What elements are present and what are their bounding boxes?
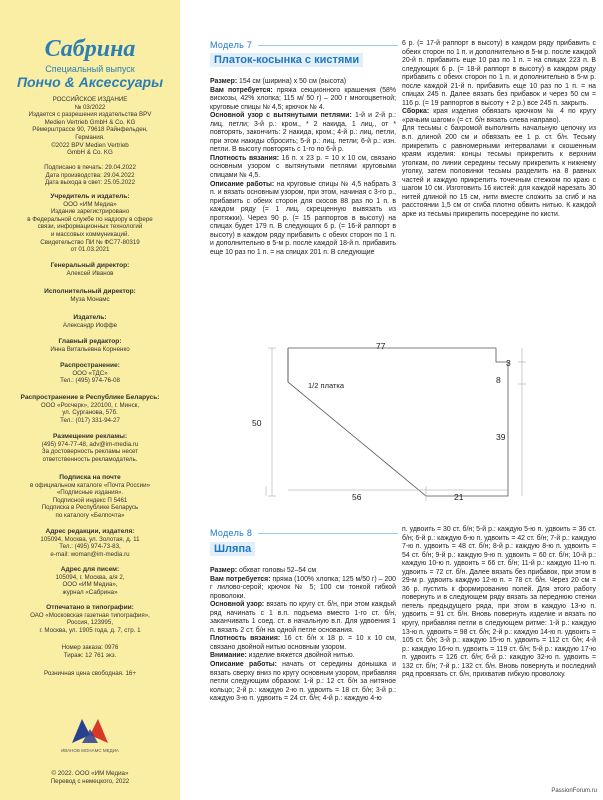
m8-size: Размер: обхват головы 52–54 см xyxy=(210,567,317,574)
model8-rule xyxy=(258,533,398,534)
distribution-block: Распространение: ООО «ТДС» Тел.: (495) 974-76-08 xyxy=(60,362,120,385)
printing-block: Отпечатано в типографии: ОАО «Московская газетная типография», Россия, 123995, г. Москва, ул. 1905 года, д. 7, стр. 1 xyxy=(30,604,150,634)
m8-pattern: Основной узор: вязать по кругу ст. б/н, при этом каждый ряд начинать с 1 в.п. подъема вместо 1-го ст. б/н, заканчивать 1 соед. ст. в начальную в.п. Для удвоения 1 п. вязать 2 ст. б/н на одной петле основания. xyxy=(210,601,396,634)
model8-title: Шляпа xyxy=(210,542,255,556)
logo-text: ИВАНОВ МОНАМС МЕДИА xyxy=(61,748,119,753)
m7-assembly: Сборка: края изделия обвязать крючком № 4 по кругу «рачьим шагом» (= ст. б/н вязать слева направо). xyxy=(402,108,596,124)
diagram-label-right-lower: 39 xyxy=(496,432,506,442)
shawl-diagram xyxy=(206,346,598,506)
model7-rule xyxy=(258,45,398,46)
m7-fringe: Для тесьмы с бахромой выполнить начальную цепочку из в.п. длиной 200 см и обвязать ее 1 р. ст. б/н. Тесьму прикрепить с равномерными интервалами к скошенным краям изделия: концы тесьмы прикрепить к верхним уголкам, по линии середины тесьму прикрепить к нижнему уголку, затем половинки тесьмы разделить на 8 равных частей и каждую прикрепить точечным стежком по краю с шагом 10 см. Изготовить 16 кистей: для каждой нарезать 30 нитей длиной по 15 см, нити вместе сложить за сгиб и на расстоянии 1,5 см от сгиба плотно обвить нитью. К каждой арке из тесьмы прикрепить посередине по кисти. xyxy=(402,125,596,218)
model7-right-column xyxy=(402,40,596,219)
m8-note: Внимание: изделие вяжется двойной нитью. xyxy=(210,652,355,660)
subscription-block: Подписка на почте в официальном каталоге «Почта России» «Подписные издания». Подписной индекс П 5461 Подписка в Республике Беларусь по каталогу «Белпочта» xyxy=(29,474,151,519)
editor-block: Главный редактор: Инна Витальевна Корненко xyxy=(50,338,130,353)
m8-gauge: Плотность вязания: 16 ст. б/н х 18 р. = 10 х 10 см, связано двойной нитью основным узором. xyxy=(210,635,396,651)
model7-label: Модель 7 xyxy=(210,40,253,50)
m8-materials: Вам потребуется: пряжа (100% хлопка; 125 м/50 г) – 200 г лилово-серой; крючок № 5; 100 см тонкой гибкой проволоки. xyxy=(210,575,396,600)
publisher-logo-icon xyxy=(68,715,112,745)
diagram-label-top: 77 xyxy=(376,341,386,351)
m7-size: Размер: 154 см (ширина) х 50 см (высота) xyxy=(210,78,347,85)
diagram-label-right-top: 3 xyxy=(506,358,511,368)
m8-instructions-cont: п. удвоить = 30 ст. б/н; 5-й р.: каждую 5-ю п. удвоить = 36 ст. б/н; 6-й р.: каждую 6-ю п. удвоить = 42 ст. б/н; 7-й р.: каждую 7-ю п. удвоить = 48 ст. б/н; 8-й р.: каждую 8-ю п. удвоить = 54 ст. б/н; 9-й р.: каждую 9-ю п. удвоить = 60 ст. б/н; 10-й р.: каждую 10-ю п. удвоить = 66 ст. б/н; 11-й р.: каждую 11-ю п. удвоить = 72 ст. б/н. Далее вязать без прибавок, при этом в 29-м р. удвоить каждую 12-ю п. = 78 ст. б/н. Через 20 см = 36 р. пустить к формированию полей. Для этого работу повернуть и в следующем ряду вязать за переднюю стенки петель предыдущего ряда, при этом в каждую 13-ю п. удвоить = 91 ст. б/н. Вновь повернуть изделие и вязать по кругу, прибавляя петли в следующем ритме: 1-й р.: каждую 13-ю п. удвоить = 98 ст. б/н; 2-й р.: каждую 14-ю п. удвоить = 105 ст. б/н; 3-й р.: каждую 15-ю п. удвоить = 112 ст. б/н; 4-й р.: каждую 16-ю п. удвоить = 119 ст. б/н; 5-й р.: каждую 17-ю п. удвоить = 126 ст. б/н; 6-й р.: каждую 32-ю п. удвоить = 132 ст. б/н; 7-й р.: 132 ст. б/н. Вновь повернуть и последний ряд провязать ст. б/н, прихватив гибкую проволоку. xyxy=(402,526,596,679)
copyright: © 2022. ООО «ИМ Медиа» Перевод с немецкого, 2022 xyxy=(50,770,130,785)
watermark: PassionForum.ru xyxy=(551,788,597,794)
model7-left-column xyxy=(210,78,396,257)
dates-block: Подписано в печать: 29.04.2022 Дата производства: 29.04.2022 Дата выхода в свет: 25.05.2022 xyxy=(44,164,136,187)
edition-block: РОССИЙСКОЕ ИЗДАНИЕ № 03/2022 Издается с разрешения издательства BPV Medien Vertrieb GmbH & Co. KG Рёмерштрассе 90, 79618 Райнфельден, Германия. ©2022 BPV Medien Vertrieb GmbH & Co. KG xyxy=(28,96,152,157)
model7-title: Платок-косынка с кистями xyxy=(210,53,363,67)
imprint-sidebar xyxy=(0,0,180,800)
magazine-subtitle: Специальный выпуск xyxy=(45,64,135,74)
m8-instructions: Описание работы: начать от середины донышка и вязать сверху вниз по кругу основным узором, прибавляя петли следующим образом: 1-й р.: 12 ст. б/н за нитяное кольцо; 2-й р.: каждую 2-ю п. удвоить = 18 ст. б/н; 3-й р.: каждую 3-ю п. удвоить = 24 ст. б/н; 4-й р.: каждую 4-ю xyxy=(210,661,396,703)
model8-label: Модель 8 xyxy=(210,528,253,538)
belarus-block: Распространение в Республике Беларусь: ООО «Росчерк», 220100, г. Минск, ул. Сурганова, 57б. Тел.: (017) 331-94-27 xyxy=(20,394,160,424)
m7-instructions-cont: 6 р. (= 17-й раппорт в высоту) в каждом ряду прибавить с обеих сторон по 1 п. и дополнительно в 5-м р. после каждой 20-й п. прибавить еще 10 раз по 1 п. = на спицах 223 п. В следующих 6 р. (= 18-й раппорт в высоту) в каждом ряду прибавить с обеих сторон по 1 п. и дополнительно в 5-м р. после каждой 21-й п. прибавить еще 10 раз по 1 п. = на спицах 245 п. Далее вязать без прибавок и через 50 см = 116 р. (= 19 раппортов в высоту + 2 р.) все 245 п. закрыть. xyxy=(402,40,596,107)
m7-instructions: Описание работы: на круговые спицы № 4,5 набрать 3 п. и вязать основным узором, при этом, начиная с 3-го р., прибавить с обеих сторон для скосов 88 раз по 1 п. в каждом ряду (= 1 лиц. скрещенную вывязать из протяжки). Через 90 р. (= 15 раппортов в высоту) на спицах будет 179 п. В следующих 6 р. (= 16-й раппорт в высоту) в каждом ряду прибавить с обеих сторон по 1 п. и дополнительно в 5-м р. после каждой 18-й п. прибавить еще 10 раз по 1 п. = на спицах 201 п. В следующие xyxy=(210,180,397,256)
m7-pattern: Основной узор с вытянутыми петлями: 1-й и 2-й р.: лиц. петли; 3-й р.: кром., * 2 накида, 1 лиц., от * повторять, закончить: 2 накида, кром.; 4-й р.: лиц. петли, при этом накиды сбросить; 5-й р.: лиц. петли; 6-й р.: изн. петли. В высоту повторять с 1-го по 6-й р. xyxy=(210,112,396,154)
magazine-title: Сабрина xyxy=(44,36,136,62)
diagram-label-bottom-left: 56 xyxy=(352,492,362,502)
magazine-issue-name: Пончо & Аксессуары xyxy=(16,74,164,90)
model8-right-column xyxy=(402,526,596,680)
m7-materials: Вам потребуется: пряжа секционного крашения (58% вискозы, 42% хлопка; 115 м/ 50 г) – 200 г многоцветной; круговые спицы № 4,5; крючок № 4. xyxy=(210,86,396,111)
execdir-block: Исполнительный директор: Муза Монамс xyxy=(44,288,136,303)
publisher-block: Издатель: Александр Иоффе xyxy=(62,314,118,329)
letters-address-block: Адрес для писем: 105094, г. Москва, а/я 2, ООО «ИМ Медиа», журнал «Сабрина» xyxy=(55,566,125,596)
gendir-block: Генеральный директор: Алексей Иванов xyxy=(50,262,130,277)
diagram-label-right-mid: 8 xyxy=(496,375,501,385)
main-content xyxy=(200,0,603,800)
ads-block: Размещение рекламы: (495) 974-77-48, adv@im-media.ru За достоверность рекламы несет ответственность рекламодатель. xyxy=(41,433,139,463)
model8-left-column xyxy=(210,567,396,704)
editorial-address-block: Адрес редакции, издателя: 105094, Москва, ул. Золотая, д. 11 Тел.: (495) 974-73-83, e-mail: woman@im-media.ru xyxy=(40,528,140,558)
founder-block: Учредитель и издатель: ООО «ИМ Медиа» Издание зарегистрировано в Федеральной службе по надзору в сфере связи, информационных технологий и массовых коммуникаций. Свидетельство ПИ № ФС77-80319 от 01.03.2021 xyxy=(27,193,153,254)
diagram-label-left: 50 xyxy=(252,418,262,428)
diagram-inner-label: 1/2 платка xyxy=(308,381,345,390)
order-block: Номер заказа: 0976 Тираж: 12 761 экз. xyxy=(61,644,119,659)
price-note: Розничная цена свободная. 16+ xyxy=(44,670,136,677)
m7-gauge: Плотность вязания: 16 п. х 23 р. = 10 х 10 см, связано основным узором с вытянутыми петлями круговыми спицами № 4,5. xyxy=(210,154,396,180)
diagram-label-bottom-right: 21 xyxy=(454,492,464,502)
